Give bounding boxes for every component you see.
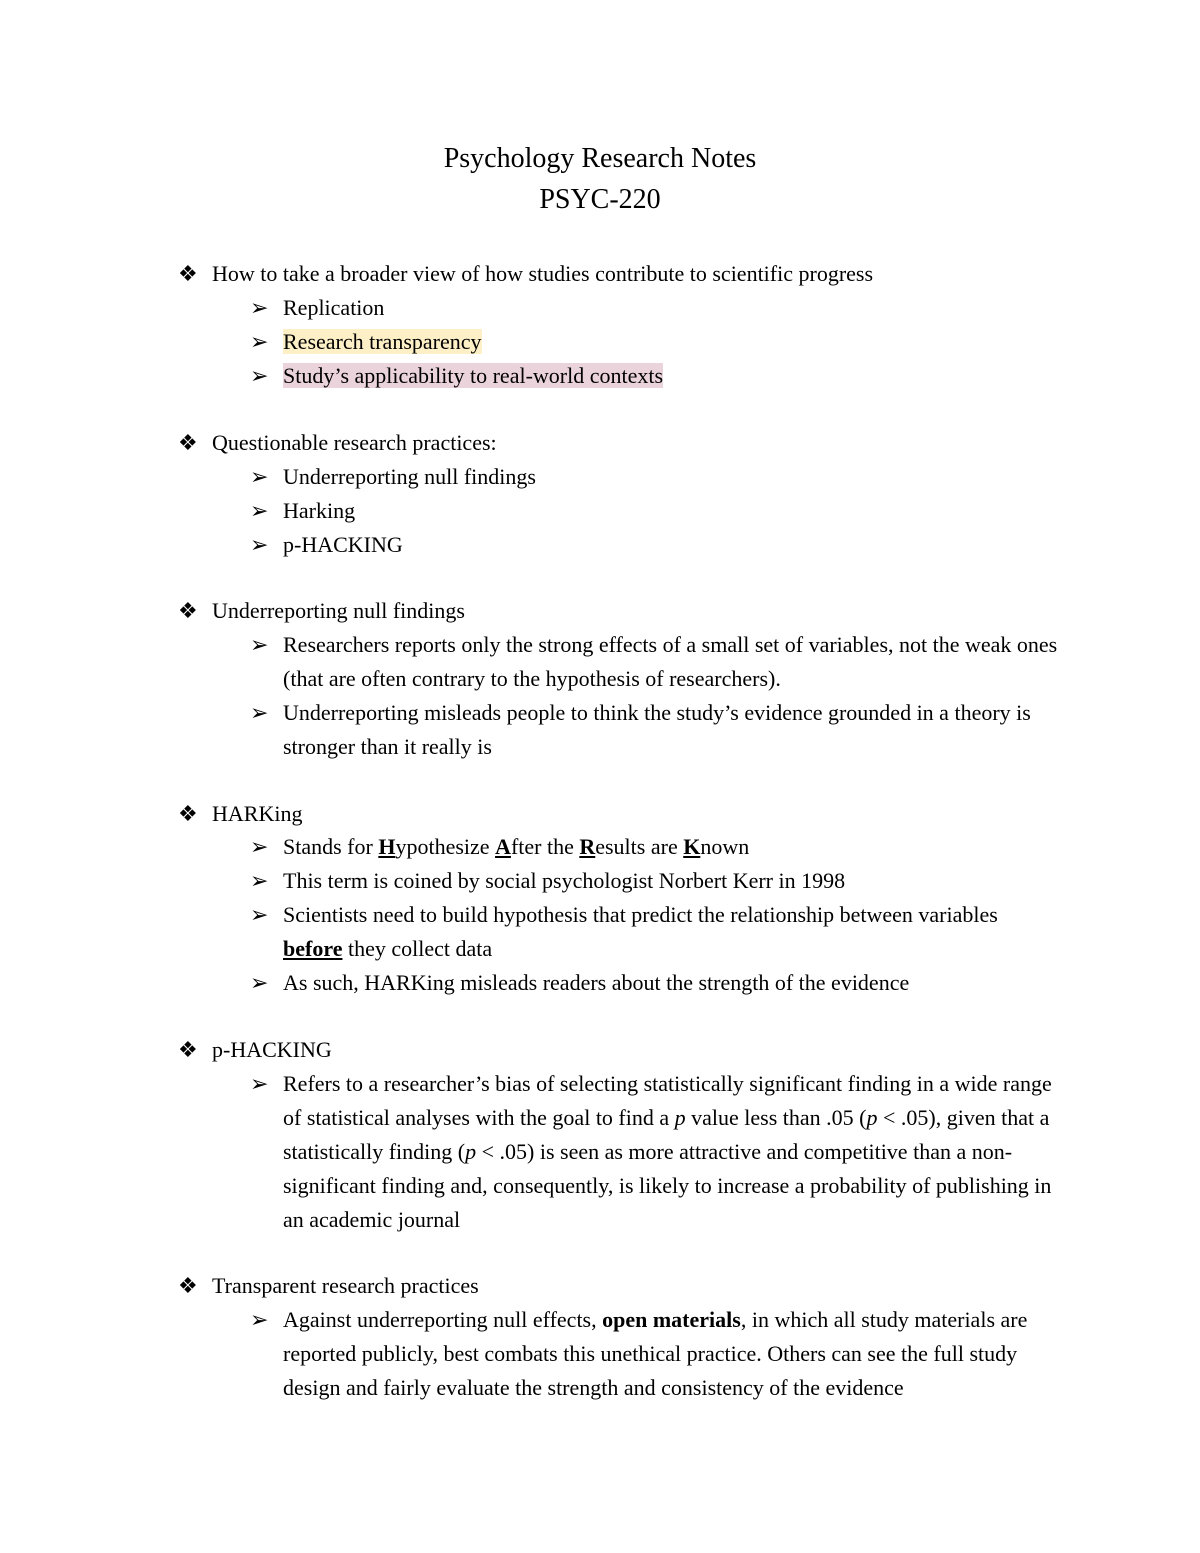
arrow-bullet-icon: ➢ (250, 464, 269, 489)
arrow-bullet-icon: ➢ (250, 834, 269, 859)
list-item-highlighted-pink (283, 359, 663, 393)
section-heading: Underreporting null findings (212, 598, 465, 623)
diamond-bullet-icon: ❖ (178, 801, 198, 826)
arrow-bullet-icon: ➢ (250, 1307, 269, 1332)
acronym-word-rest: fter the (510, 834, 580, 859)
section-heading: Transparent research practices (212, 1273, 479, 1298)
diamond-bullet-icon: ❖ (178, 1273, 198, 1298)
acronym-letter-h: H (378, 834, 396, 859)
list-item: As such, HARKing misleads readers about the strength of the evidence (283, 970, 910, 995)
acronym-prefix: Stands for (283, 834, 379, 859)
text-run: , in which all study materials are reported publicly, best combats this unethical practice. Others can see the full study design and fairly evaluate the strength and consistency of the evidence (283, 1307, 1028, 1400)
arrow-bullet-icon: ➢ (250, 532, 269, 557)
list-item-highlighted-yellow (283, 325, 482, 359)
page-title: Psychology Research Notes (443, 143, 757, 174)
acronym-letter-r: R (579, 834, 596, 859)
diamond-bullet-icon: ❖ (178, 430, 198, 455)
list-item (283, 1067, 1073, 1237)
arrow-bullet-icon: ➢ (250, 868, 269, 893)
list-item-acronym (283, 830, 1073, 864)
text-run: value less than .05 ( (685, 1105, 867, 1130)
section-heading: Questionable research practices: (212, 430, 497, 455)
highlight-pink: Study’s applicability to real-world contexts (283, 363, 664, 388)
diamond-bullet-icon: ❖ (178, 598, 198, 623)
acronym-word-rest: esults are (595, 834, 684, 859)
list-item: This term is coined by social psychologist Norbert Kerr in 1998 (283, 868, 846, 893)
italic-p: p (866, 1105, 878, 1130)
highlight-yellow: Research transparency (283, 329, 482, 354)
arrow-bullet-icon: ➢ (250, 498, 269, 523)
arrow-bullet-icon: ➢ (250, 1071, 269, 1096)
acronym-letter-k: K (683, 834, 701, 859)
acronym-word-rest: nown (700, 834, 750, 859)
text-run: < .05), given that a statistically finding ( (283, 1105, 1050, 1164)
arrow-bullet-icon: ➢ (250, 700, 269, 725)
section-heading: HARKing (212, 801, 303, 826)
section-heading: How to take a broader view of how studies contribute to scientific progress (212, 261, 874, 286)
section-heading: p-HACKING (212, 1037, 332, 1062)
arrow-bullet-icon: ➢ (250, 970, 269, 995)
list-item: Replication (283, 295, 385, 320)
text-run: Against underreporting null effects, (283, 1307, 603, 1332)
text-run: they collect data (342, 936, 493, 961)
emphasis-before: before (283, 936, 343, 961)
arrow-bullet-icon: ➢ (250, 902, 269, 927)
list-item: Researchers reports only the strong effects of a small set of variables, not the weak ones (that are often contrary to the hypothesis of researchers). (283, 632, 1058, 691)
italic-p: p (674, 1105, 686, 1130)
emphasis-open-materials: open materials (602, 1307, 741, 1332)
list-item: Harking (283, 498, 356, 523)
list-item: Underreporting misleads people to think the study’s evidence grounded in a theory is stronger than it really is (283, 700, 1031, 759)
diamond-bullet-icon: ❖ (178, 1037, 198, 1062)
acronym-word-rest: ypothesize (395, 834, 496, 859)
arrow-bullet-icon: ➢ (250, 295, 269, 320)
text-run: Refers to a researcher’s bias of selecting statistically significant finding in a wide range of statistical analyses with the goal to find a (283, 1071, 1052, 1130)
list-item: Underreporting null findings (283, 464, 536, 489)
list-item: p-HACKING (283, 532, 403, 557)
acronym-letter-a: A (495, 834, 511, 859)
list-item (283, 1303, 1073, 1405)
italic-p: p (465, 1139, 477, 1164)
arrow-bullet-icon: ➢ (250, 329, 269, 354)
diamond-bullet-icon: ❖ (178, 261, 198, 286)
list-item (283, 898, 1043, 966)
arrow-bullet-icon: ➢ (250, 632, 269, 657)
course-code: PSYC-220 (539, 184, 661, 215)
text-run: Scientists need to build hypothesis that predict the relationship between variables (283, 902, 998, 927)
text-run: < .05) is seen as more attractive and competitive than a non-significant finding and, consequently, is likely to increase a probability of publishing in an academic journal (283, 1139, 1052, 1232)
arrow-bullet-icon: ➢ (250, 363, 269, 388)
